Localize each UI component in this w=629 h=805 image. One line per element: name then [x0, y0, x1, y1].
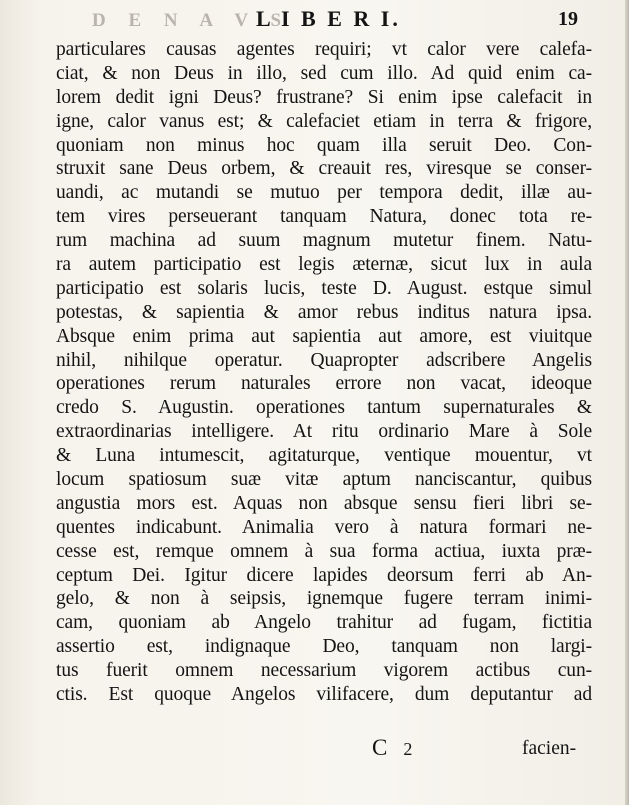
page-footer [0, 735, 629, 765]
text-line: igne, calor vanus est; & calefaciet etiam in terra & frigore, [56, 110, 592, 132]
bleed-through-text: D E N A V S [92, 10, 291, 31]
text-line: tem vires perseuerant tanquam Natura, donec tota re- [56, 206, 592, 228]
text-line: operationes rerum naturales errore non vacat, ideoque [56, 373, 592, 395]
text-line: rum machina ad suum magnum mutetur finem. Natu- [56, 230, 592, 252]
text-line: quentes indicabunt. Animalia vero à natura formari ne- [56, 516, 592, 538]
text-line: ceptum Dei. Igitur dicere lapides deorsum ferri ab An- [56, 564, 592, 586]
signature-letter: C [372, 735, 390, 760]
page-header [0, 4, 629, 34]
catchword: facien- [522, 738, 577, 759]
page-edge-shadow [625, 0, 629, 805]
text-line: cam, quoniam ab Angelo trahitur ad fugam, fictitia [56, 612, 592, 634]
text-line: nihil, nihilque operatur. Quapropter adscribere Angelis [56, 349, 592, 371]
text-line: angustia mors est. Aquas non absque sensu fieri libri se- [56, 492, 592, 514]
signature-mark [372, 735, 414, 761]
text-line: credo S. Augustin. operationes tantum supernaturales & [56, 397, 592, 419]
running-head: L I B E R I. [256, 6, 401, 31]
text-line: ciat, & non Deus in illo, sed cum illo. Ad quid enim ca- [56, 62, 592, 84]
page-number: 19 [558, 8, 578, 30]
text-line: cesse est, remque omnem à sua forma actiua, iuxta præ- [56, 540, 592, 562]
text-line: struxit sane Deus orbem, & creauit res, viresque se conser- [56, 158, 592, 180]
text-line: extraordinarias intelligere. At ritu ordinario Mare à Sole [56, 421, 592, 443]
text-line: lorem dedit igni Deus? frustrane? Si enim ipse calefacit in [56, 86, 592, 108]
text-line: Absque enim prima aut sapientia aut amore, est viuitque [56, 325, 592, 347]
text-line: assertio est, indignaque Deo, tanquam non largi- [56, 636, 592, 658]
body-text [56, 38, 592, 707]
text-line: tus fuerit omnem necessarium vigorem actibus cun- [56, 660, 592, 682]
text-line: locum spatiosum suæ vitæ aptum nanciscantur, quibus [56, 469, 592, 491]
text-line: potestas, & sapientia & amor rebus inditus natura ipsa. [56, 301, 592, 323]
text-line: uandi, ac mutandi se mutuo per tempora dedit, illæ au- [56, 182, 592, 204]
text-line: & Luna intumescit, agitaturque, ventique mouentur, vt [56, 445, 592, 467]
text-line: gelo, & non à seipsis, ignemque fugere terram inimi- [56, 588, 592, 610]
text-line: particulares causas agentes requiri; vt calor vere calefa- [56, 39, 592, 60]
text-line: participatio est solaris lucis, teste D. August. estque simul [56, 277, 592, 299]
text-line: quoniam non minus hoc quam illa seruit Deo. Con- [56, 134, 592, 156]
text-line: ra autem participatio est legis æternæ, sicut lux in aula [56, 254, 592, 276]
text-line: ctis. Est quoque Angelos vilifacere, dum deputantur ad [56, 684, 592, 706]
signature-number: 2 [403, 739, 415, 759]
